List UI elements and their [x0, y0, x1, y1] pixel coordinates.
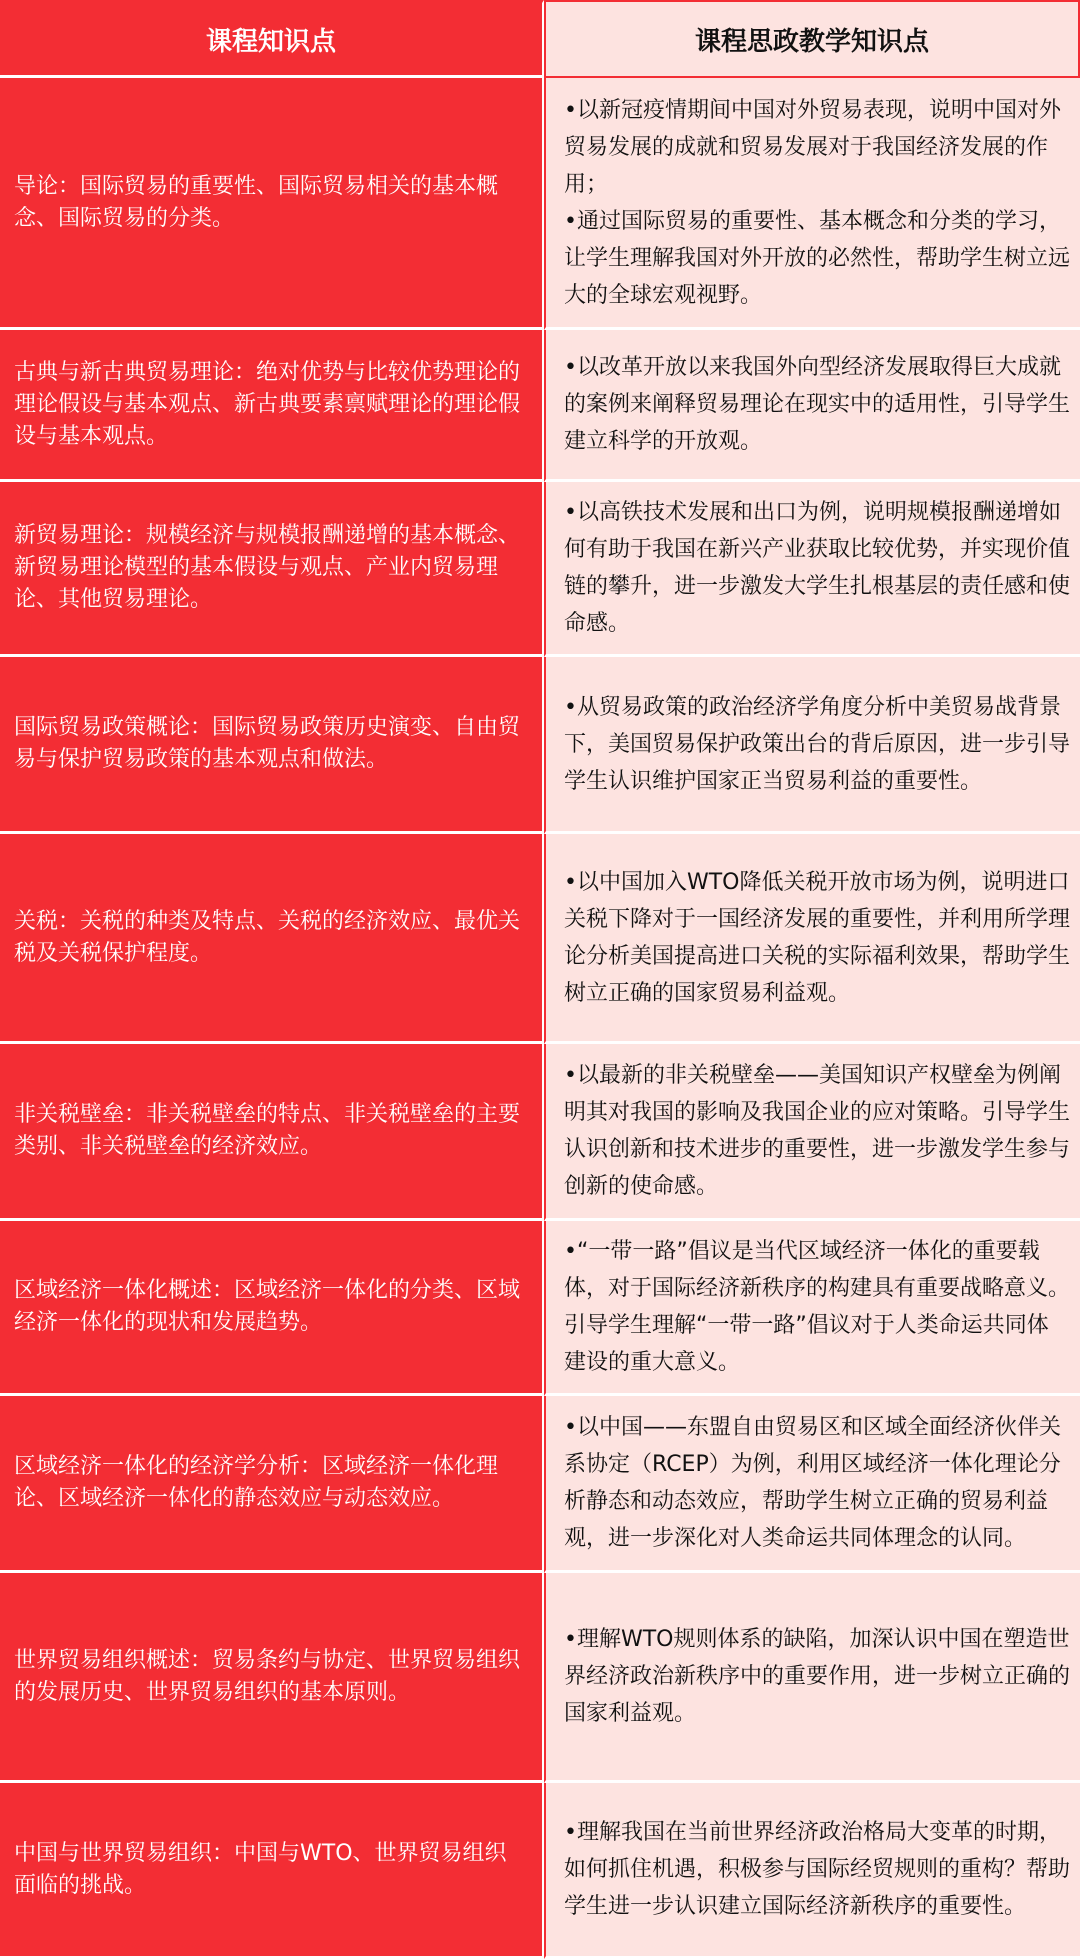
- row-ideology-text: •以中国加入WTO降低关税开放市场为例，说明进口关税下降对于一国经济发展的重要性，并利用所学理论分析美国提高进口关税的实际福利效果，帮助学生树立正确的国家贸易利益观。: [564, 869, 1071, 1006]
- row-topic: [0, 1573, 544, 1783]
- row-ideology-text: •“一带一路”倡议是当代区域经济一体化的重要载体，对于国际经济新秩序的构建具有重要战略意义。引导学生理解“一带一路”倡议对于人类命运共同体建设的重大意义。: [564, 1239, 1071, 1375]
- header-course-knowledge: 课程知识点: [0, 0, 544, 78]
- row-topic-text: 古典与新古典贸易理论：绝对优势与比较优势理论的理论假设与基本观点、新古典要素禀赋理论的理论假设与基本观点。: [14, 359, 521, 449]
- row-topic: [0, 834, 544, 1044]
- row-ideology: [544, 482, 1080, 657]
- row-topic: [0, 657, 544, 834]
- row-ideology: [544, 834, 1080, 1044]
- row-topic: [0, 1044, 544, 1221]
- row-topic: [0, 330, 544, 482]
- row-topic-text: 中国与世界贸易组织：中国与WTO、世界贸易组织面临的挑战。: [14, 1840, 507, 1898]
- header-ideology-knowledge: 课程思政教学知识点: [544, 0, 1080, 78]
- row-topic: [0, 1783, 544, 1959]
- row-ideology: [544, 1396, 1080, 1573]
- row-ideology-text: •以改革开放以来我国外向型经济发展取得巨大成就的案例来阐释贸易理论在现实中的适用性，引导学生建立科学的开放观。: [564, 355, 1071, 454]
- row-topic: [0, 482, 544, 657]
- row-ideology: [544, 657, 1080, 834]
- row-ideology: [544, 1573, 1080, 1783]
- row-ideology: [544, 78, 1080, 330]
- row-topic-text: 区域经济一体化概述：区域经济一体化的分类、区域经济一体化的现状和发展趋势。: [14, 1278, 521, 1335]
- row-ideology-text: •以中国——东盟自由贸易区和区域全面经济伙伴关系协定（RCEP）为例，利用区域经济一体化理论分析静态和动态效应，帮助学生树立正确的贸易利益观，进一步深化对人类命运共同体理念的认同。: [564, 1415, 1061, 1551]
- row-ideology-text: •理解WTO规则体系的缺陷，加深认识中国在塑造世界经济政治新秩序中的重要作用，进一步树立正确的国家利益观。: [564, 1627, 1071, 1726]
- row-topic-text: 非关税壁垒：非关税壁垒的特点、非关税壁垒的主要类别、非关税壁垒的经济效应。: [14, 1102, 521, 1159]
- row-topic: [0, 1396, 544, 1573]
- row-ideology-text: •以最新的非关税壁垒——美国知识产权壁垒为例阐明其对我国的影响及我国企业的应对策略。引导学生认识创新和技术进步的重要性，进一步激发学生参与创新的使命感。: [564, 1063, 1071, 1199]
- row-ideology-text: •以高铁技术发展和出口为例，说明规模报酬递增如何有助于我国在新兴产业获取比较优势，并实现价值链的攀升，进一步激发大学生扎根基层的责任感和使命感。: [564, 500, 1071, 636]
- row-ideology: [544, 1221, 1080, 1396]
- row-topic: [0, 78, 544, 330]
- row-topic-text: 关税：关税的种类及特点、关税的经济效应、最优关税及关税保护程度。: [14, 908, 521, 966]
- row-topic-text: 国际贸易政策概论：国际贸易政策历史演变、自由贸易与保护贸易政策的基本观点和做法。: [14, 715, 521, 772]
- row-ideology: [544, 330, 1080, 482]
- row-ideology-text: •理解我国在当前世界经济政治格局大变革的时期，如何抓住机遇，积极参与国际经贸规则的重构？帮助学生进一步认识建立国际经济新秩序的重要性。: [564, 1820, 1071, 1919]
- row-topic: [0, 1221, 544, 1396]
- row-ideology-text: •以新冠疫情期间中国对外贸易表现，说明中国对外贸易发展的成就和贸易发展对于我国经济发展的作用； •通过国际贸易的重要性、基本概念和分类的学习，让学生理解我国对外开放的必然性，帮助学生树立远大的全球宏观视野。: [564, 97, 1071, 308]
- row-topic-text: 区域经济一体化的经济学分析：区域经济一体化理论、区域经济一体化的静态效应与动态效应。: [14, 1454, 499, 1511]
- row-topic-text: 世界贸易组织概述：贸易条约与协定、世界贸易组织的发展历史、世界贸易组织的基本原则。: [14, 1647, 521, 1705]
- row-ideology: [544, 1044, 1080, 1221]
- row-ideology-text: •从贸易政策的政治经济学角度分析中美贸易战背景下，美国贸易保护政策出台的背后原因，进一步引导学生认识维护国家正当贸易利益的重要性。: [564, 694, 1071, 794]
- row-ideology: [544, 1783, 1080, 1959]
- row-topic-text: 新贸易理论：规模经济与规模报酬递增的基本概念、新贸易理论模型的基本假设与观点、产业内贸易理论、其他贸易理论。: [14, 523, 521, 612]
- row-topic-text: 导论：国际贸易的重要性、国际贸易相关的基本概念、国际贸易的分类。: [14, 173, 499, 231]
